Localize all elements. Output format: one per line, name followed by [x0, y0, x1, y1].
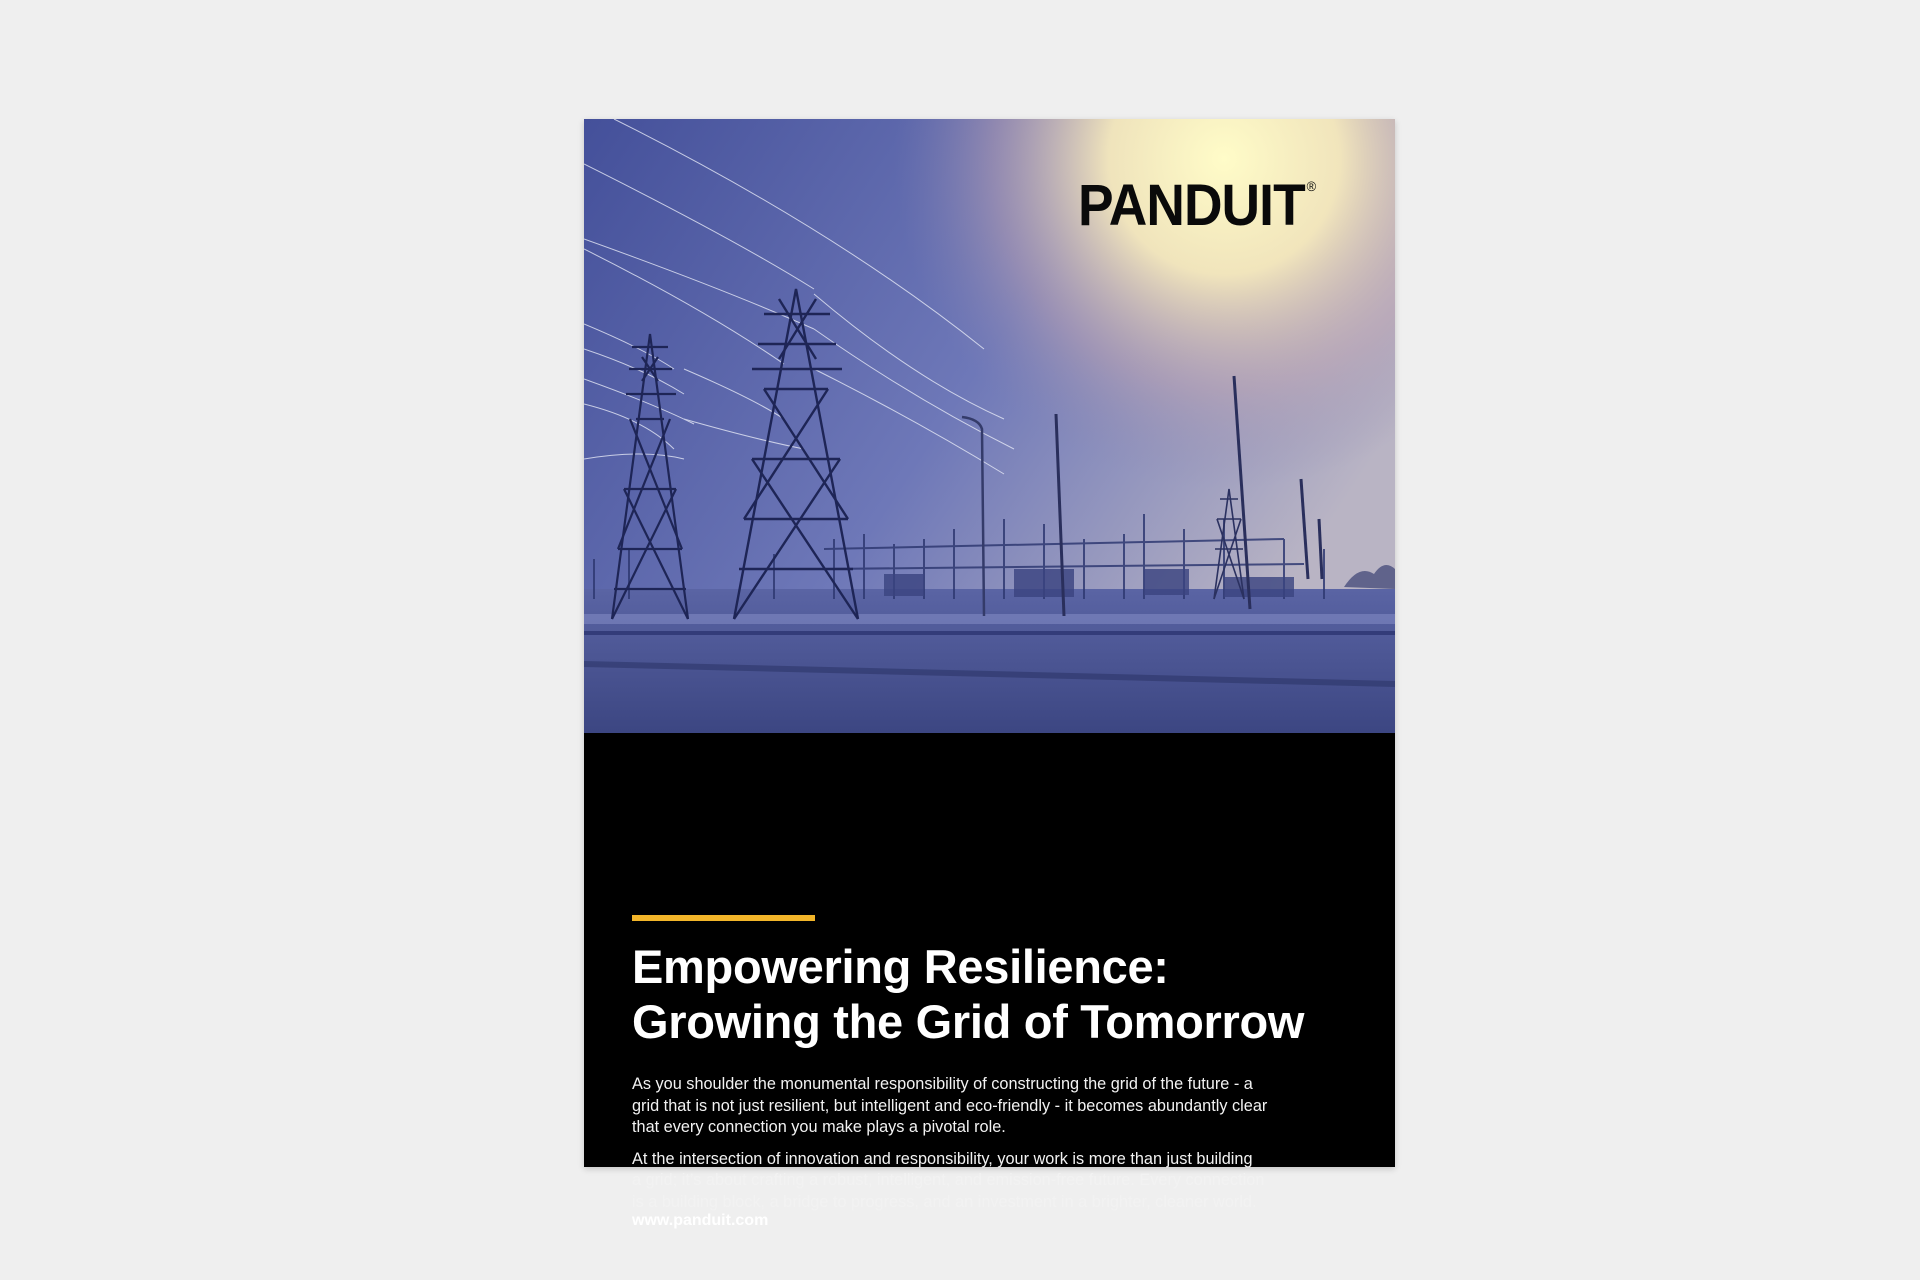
text-panel: [584, 733, 1395, 1229]
paragraph-1-line-2: grid that is not just resilient, but intelligent and eco-friendly - it becomes abundantly clear: [632, 1096, 1268, 1115]
paragraph-2-line-3: is a building block, a bridge to progress, and an investment in a brighter, cleaner world.: [632, 1192, 1257, 1211]
paragraph-2-line-1: At the intersection of innovation and responsibility, your work is more than just building: [632, 1149, 1253, 1168]
substation-photo: [584, 119, 1395, 733]
body-copy: [632, 1074, 1352, 1223]
panduit-logo[interactable]: PANDUIT ®: [1078, 173, 1316, 238]
paragraph-1-line-3: that every connection you make plays a pivotal role.: [632, 1118, 1006, 1136]
paragraph-1: [632, 1074, 1352, 1139]
paragraph-1-line-1: As you shoulder the monumental responsibility of constructing the grid of the future - a: [632, 1075, 1253, 1093]
brochure-cover: [584, 119, 1395, 1229]
accent-rule: [632, 915, 815, 921]
paragraph-2-line-2: a grid; it’s about crafting a robust, intelligent, and emission-free future. Every connection: [632, 1171, 1265, 1189]
headline-line-1: Empowering Resilience:: [632, 940, 1169, 993]
headline: [632, 939, 1372, 1049]
paragraph-2: [632, 1149, 1352, 1214]
website-link[interactable]: www.panduit.com: [632, 1212, 769, 1229]
headline-line-2: Growing the Grid of Tomorrow: [632, 995, 1305, 1048]
